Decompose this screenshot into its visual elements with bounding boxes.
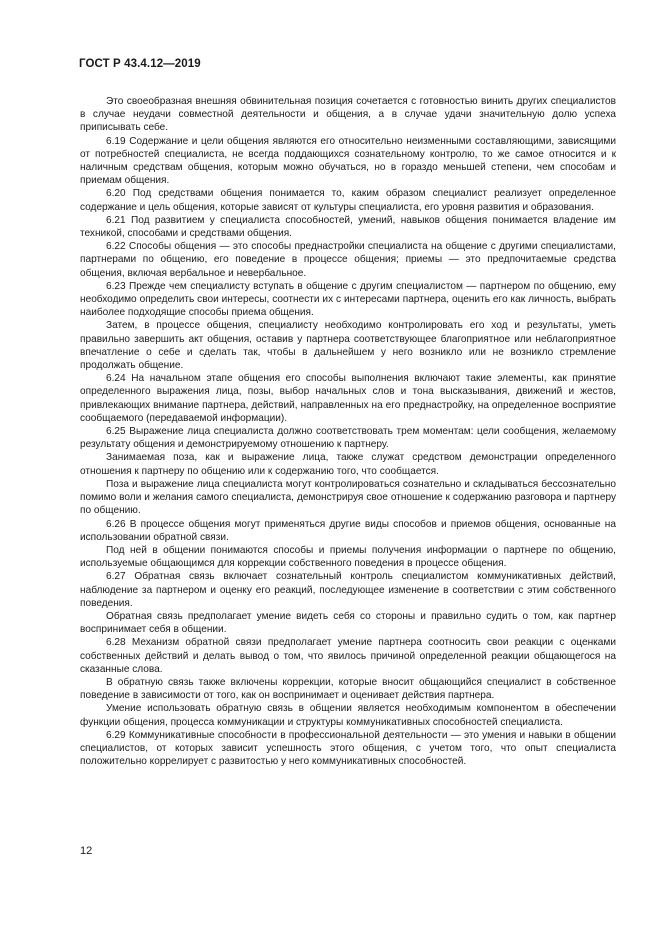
paragraph: Под ней в общении понимаются способы и приемы получения информации о партнере по общению, используемые общающимся для коррекции собственного поведения в процессе общения.	[80, 544, 616, 570]
paragraph: 6.23 Прежде чем специалисту вступать в общение с другим специалистом — партнером по общению, ему необходимо определить свои интересы, соотнести их с интересами партнера, оценить его как личность, выбрать наиболее подходящие способы приема общения.	[80, 280, 616, 319]
paragraph: 6.22 Способы общения — это способы преднастройки специалиста на общение с другими специалистами, партнерами по общению, его поведение в процессе общения; приемы — это предпочитаемые средства общения, включая вербальное и невербальное.	[80, 241, 616, 279]
paragraph: 6.19 Содержание и цели общения являются его относительно неизменными составляющими, зависящими от потребностей специалиста, не всегда поддающихся сознательному контролю, то же самое относится и к наличным средствам общения, которым можно обучаться, но в гораздо меньшей степени, чем способам и приемам общения.	[80, 135, 616, 187]
paragraph: Занимаемая поза, как и выражение лица, также служат средством демонстрации определенного отношения к партнеру по общению или к содержанию того, что сообщается.	[80, 452, 616, 477]
paragraph: Это своеобразная внешняя обвинительная позиция сочетается с готовностью винить других специалистов в случае неудачи совместной деятельности и общения, а в случае удачи значительную долю успеха приписывать себе.	[80, 96, 616, 134]
paragraph: 6.20 Под средствами общения понимается то, каким образом специалист реализует определенное содержание и цель общения, которые зависят от культуры специалиста, его уровня развития и образования.	[80, 188, 616, 213]
paragraph: 6.27 Обратная связь включает сознательный контроль специалистом коммуникативных действий, наблюдение за партнером и оценку его реакций, последующее изменение в соответствии с этим собственного поведения.	[80, 571, 616, 609]
document-header: ГОСТ Р 43.4.12—2019	[79, 58, 201, 70]
paragraph: 6.26 В процессе общения могут применяться другие виды способов и приемов общения, основанные на использовании обратной связи.	[80, 518, 616, 543]
page-number: 12	[80, 845, 93, 857]
paragraph: Поза и выражение лица специалиста могут контролироваться сознательно и складываться бессознательно помимо воли и желания самого специалиста, демонстрируя свое отношение к содержанию разговора и партнеру по общению.	[80, 478, 616, 517]
paragraph: 6.21 Под развитием у специалиста способностей, умений, навыков общения понимается владение им техникой, способами и средствами общения.	[80, 214, 616, 240]
paragraph: 6.24 На начальном этапе общения его способы выполнения включают такие элементы, как принятие определенного выражения лица, позы, выбор начальных слов и тона высказывания, движений и жестов, привлекающих внимание партнера, действий, направленных на его преднастройку, на определенное восприятие сообщаемого (передаваемой информации).	[80, 373, 616, 424]
paragraph: 6.28 Механизм обратной связи предполагает умение партнера соотносить свои реакции с оценками собственных действий и делать вывод о том, что явилось причиной определенной реакции общающегося на сказанные слова.	[80, 637, 616, 675]
paragraph: Затем, в процессе общения, специалисту необходимо контролировать его ход и результаты, уметь правильно завершить акт общения, оставив у партнера соответствующее благоприятное или неблагоприятное впечатление о себе и сделать так, чтобы в дальнейшем у него возникло или не возникло стремление продолжать общение.	[80, 320, 616, 372]
paragraph: Умение использовать обратную связь в общении является необходимым компонентом в обеспечении функции общения, процесса коммуникации и структуры коммуникативных способностей специалиста.	[80, 703, 616, 728]
paragraph: 6.25 Выражение лица специалиста должно соответствовать трем моментам: цели сообщения, желаемому результату общения и демонстрируемому отношению к партнеру.	[80, 426, 616, 451]
document-body	[80, 95, 616, 768]
paragraph: Обратная связь предполагает умение видеть себя со стороны и правильно судить о том, как партнер воспринимает себя в общении.	[80, 610, 616, 636]
paragraph: 6.29 Коммуникативные способности в профессиональной деятельности — это умения и навыки в общении специалистов, от которых зависит успешность этого общения, с учетом того, что опыт специалиста положительно коррелирует с развитостью у него коммуникативных способностей.	[80, 729, 616, 768]
paragraph: В обратную связь также включены коррекции, которые вносит общающийся специалист в собственное поведение в зависимости от того, как он воспринимает и оценивает действия партнера.	[80, 676, 616, 702]
